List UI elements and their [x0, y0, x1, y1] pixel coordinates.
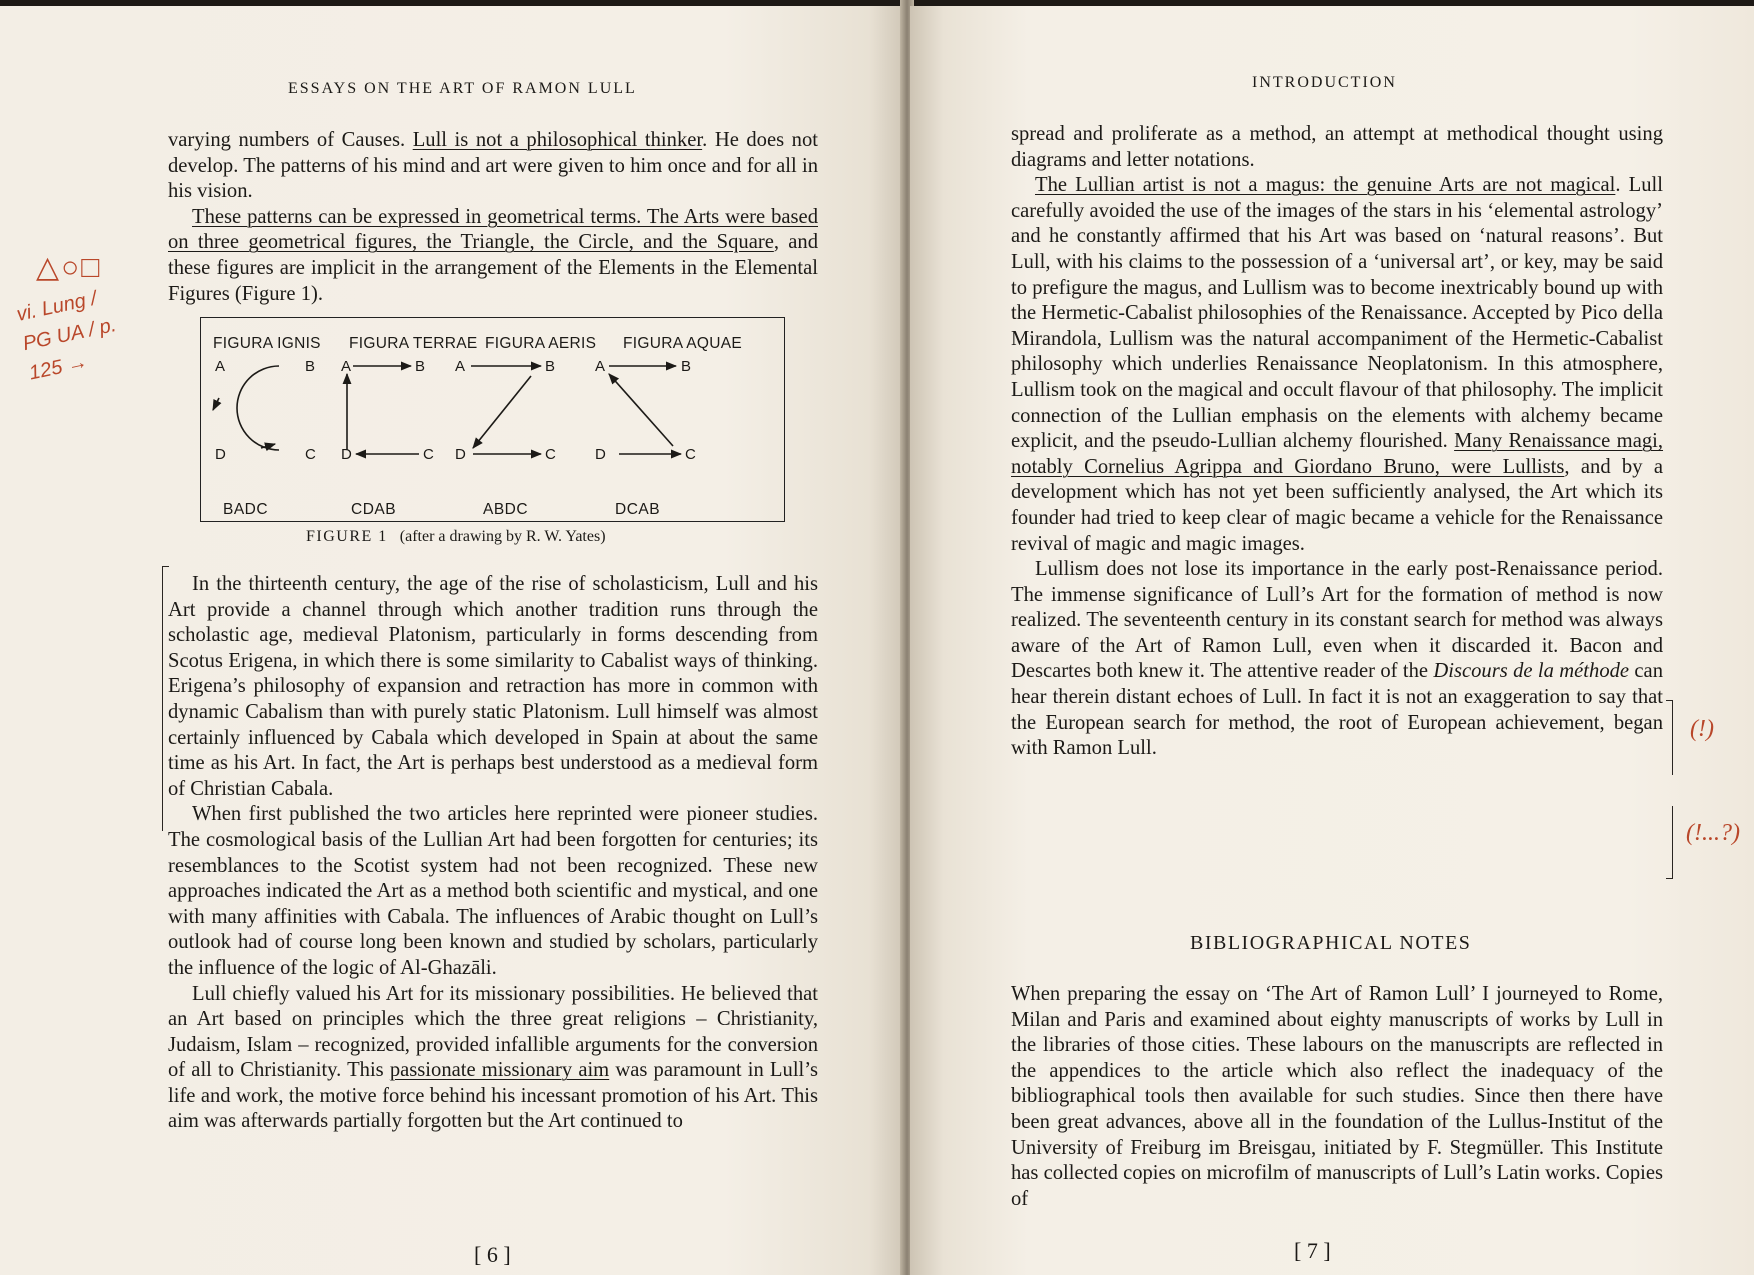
ignis-order: BADC — [223, 501, 269, 518]
margin-shapes-annotation: △○□ — [36, 251, 102, 284]
terrae-order: CDAB — [351, 501, 397, 518]
left-text-bottom — [168, 572, 818, 1135]
right-paragraph-3 — [1011, 557, 1663, 762]
aquae-letter-c: C — [685, 446, 696, 463]
left-paragraph-4: When first published the two articles here reprinted were pioneer studies. The cosmological basis of the Lullian Art had been forgotten for centuries; its resemblances to the Scotist system had not been recognized. These new approaches indicated the Art as a method both scientific and mystical, and one with many affinities with Cabala. The influences of Arabic thought on Lull’s outlook had of course long been known and studied by scholars, particularly the influence of the logic of Al-Ghazāli. — [168, 803, 818, 979]
figure-caption — [306, 528, 606, 546]
margin-handwritten-note: vi. Lung / PG UA / p. 125 → — [14, 287, 119, 385]
figure-credit: (after a drawing by R. W. Yates) — [399, 528, 606, 545]
text-run: Lullism does not lose its importance in the early post-Renaissance period. The immense significance of Lull’s Art for the formation of method is now realized. The seventeenth century in its constant search for method was always aware of the Art of Ramon Lull, even when it discarded it. Bacon and Descartes both knew it. The attentive reader of the — [1011, 558, 1663, 683]
ignis-letter-d: D — [215, 446, 226, 463]
underlined-text: Lull is not a philosophical thinker — [412, 129, 703, 151]
left-page-number: [ 6 ] — [474, 1242, 511, 1267]
margin-exclamation-note: (!) — [1690, 716, 1714, 742]
text-run: , and by a development which has not yet been sufficiently analysed, the Art which its founder had tried to keep clear of magic became a vehicle for the Renaissance revival of magic and magic images. — [1011, 455, 1663, 555]
left-paragraph-2 — [168, 205, 818, 307]
aeris-letter-d: D — [455, 446, 466, 463]
figure-title-ignis: FIGURA IGNIS — [213, 335, 321, 352]
right-text-bottom — [1011, 982, 1663, 1212]
ignis-letter-c: C — [305, 446, 316, 463]
aeris-letter-c: C — [545, 446, 556, 463]
left-paragraph-3: In the thirteenth century, the age of the rise of scholasticism, Lull and his Art provide a channel through which another tradition runs through the scholastic age, medieval Platonism, particularly in forms descending from Scotus Erigena, in which there is some similarity to Cabalist ways of thinking. Erigena’s philosophy of expansion and retraction has more in common with dynamic Cabalism than with purely static Platonism. Lull himself was almost certainly influenced by Cabala which developed in Spain at about the same time as his Art. In fact, the Art is perhaps best understood as a medieval form of Christian Cabala. — [168, 573, 818, 800]
left-page — [0, 6, 905, 1275]
text-run: can hear therein distant echoes of Lull. In fact it is not an exaggeration to say that the European search for method, the root of European achievement, began with Ramon Lull. — [1011, 660, 1663, 760]
aquae-letter-d: D — [595, 446, 606, 463]
aeris-letter-b: B — [545, 358, 556, 375]
figure-title-aeris: FIGURA AERIS — [485, 335, 597, 352]
margin-question-note: (!...?) — [1686, 820, 1740, 846]
ignis-arrow-a — [213, 398, 219, 410]
margin-bracket-right-1 — [1666, 700, 1673, 775]
figure-label: FIGURE 1 — [306, 528, 388, 545]
figure-title-aquae: FIGURA AQUAE — [623, 335, 743, 352]
underlined-text: These patterns can be expressed in geometrical terms. The Arts were based on three geometrical figures, the Triangle, the Circle, and the Square — [168, 205, 818, 254]
aeris-order: ABDC — [483, 501, 529, 518]
left-paragraph-5 — [168, 982, 818, 1136]
terrae-letter-b: B — [415, 358, 426, 375]
terrae-letter-c: C — [423, 446, 434, 463]
ignis-arrow-d — [261, 444, 275, 448]
aquae-letter-a: A — [595, 358, 606, 375]
text-run: Lull chiefly valued his Art for its missionary possibilities. He believed that an Art based on principles which the three great religions – Christianity, Judaism, Islam – recognized, provided infallible arguments for the conversion of all to Christianity. This — [168, 982, 818, 1082]
left-paragraph-1 — [168, 128, 818, 205]
margin-bracket-right-2 — [1666, 806, 1673, 879]
text-run: was paramount in Lull’s life and work, the motive force behind his incessant promotion of his Art. This aim was afterwards partially forgotten but the Art continued to — [168, 1059, 818, 1133]
right-page-number: [ 7 ] — [1294, 1238, 1331, 1263]
margin-bracket-left — [162, 566, 169, 831]
text-run: , and these figures are implicit in the arrangement of the Elements in the Elemental Figures (Figure 1). — [168, 231, 819, 305]
elemental-figures-diagram — [200, 317, 785, 522]
underlined-text: The Lullian artist is not a magus: the genuine Arts are not magical — [1035, 174, 1616, 197]
terrae-letter-d: D — [341, 446, 352, 463]
aquae-order: DCAB — [615, 501, 661, 518]
aeris-letter-a: A — [455, 358, 466, 375]
underlined-text: passionate missionary aim — [389, 1059, 610, 1082]
aquae-letter-b: B — [681, 358, 692, 375]
text-run: varying numbers of Causes. — [168, 129, 413, 151]
left-running-head: ESSAYS ON THE ART OF RAMON LULL — [288, 80, 637, 97]
right-text-top — [1011, 122, 1663, 762]
bibliography-paragraph: When preparing the essay on ‘The Art of Ramon Lull’ I journeyed to Rome, Milan and Paris and examined about eighty manuscripts of works by Lull in the libraries of those cities. These labours on the manuscripts are reflected in the appendices to the article which also reflect the inadequacy of the bibliographical tools then available for such studies. Since then there have been great advances, above all in the foundation of the Lullus-Institut of the University of Freiburg im Breisgau, initiated by F. Stegmüller. This Institute has collected copies on microfilm of manuscripts of Lull’s Latin works. Copies of — [1011, 983, 1664, 1210]
ignis-arc — [237, 366, 279, 450]
ignis-letter-a: A — [215, 358, 226, 375]
italic-title: Discours de la méthode — [1433, 660, 1630, 683]
right-paragraph-1: spread and proliferate as a method, an attempt at methodical thought using diagrams and letter notations. — [1011, 123, 1663, 171]
text-run: . He does not develop. The patterns of his mind and art were given to him once and for all in his vision. — [168, 129, 819, 203]
right-paragraph-2 — [1011, 173, 1663, 557]
left-text-top — [168, 128, 818, 307]
right-running-head: INTRODUCTION — [1252, 74, 1397, 91]
terrae-letter-a: A — [341, 358, 352, 375]
ignis-letter-b: B — [305, 358, 316, 375]
right-page — [910, 6, 1754, 1275]
aeris-b-d — [473, 376, 531, 448]
underlined-text: Many Renaissance magi, notably Cornelius Agrippa and Giordano Bruno, were Lullists — [1011, 430, 1664, 478]
figure-title-terrae: FIGURA TERRAE — [349, 335, 478, 352]
bibliographical-notes-heading: BIBLIOGRAPHICAL NOTES — [1190, 932, 1472, 954]
aquae-c-a — [609, 374, 673, 446]
text-run: . Lull carefully avoided the use of the images of the stars in his ‘elemental astrology’ and he constantly affirmed that his Art was based on ‘natural reasons’. But Lull, with his claims to the possession of a ‘universal art’, or key, may be said to prefigure the magus, and Lullism was to become inextricably bound up with the Hermetic-Cabalist philosophies of the Renaissance. Accepted by Pico della Mirandola, Lullism was the natural accompaniment of the Hermetic-Cabalist philosophy which underlies Renaissance Neoplatonism. In this atmosphere, Lullism took on the magical and occult flavour of that philosophy. The implicit connection of the Lullian emphasis on the elements with alchemy became explicit, and the pseudo-Lullian alchemy flourished. — [1011, 174, 1664, 453]
